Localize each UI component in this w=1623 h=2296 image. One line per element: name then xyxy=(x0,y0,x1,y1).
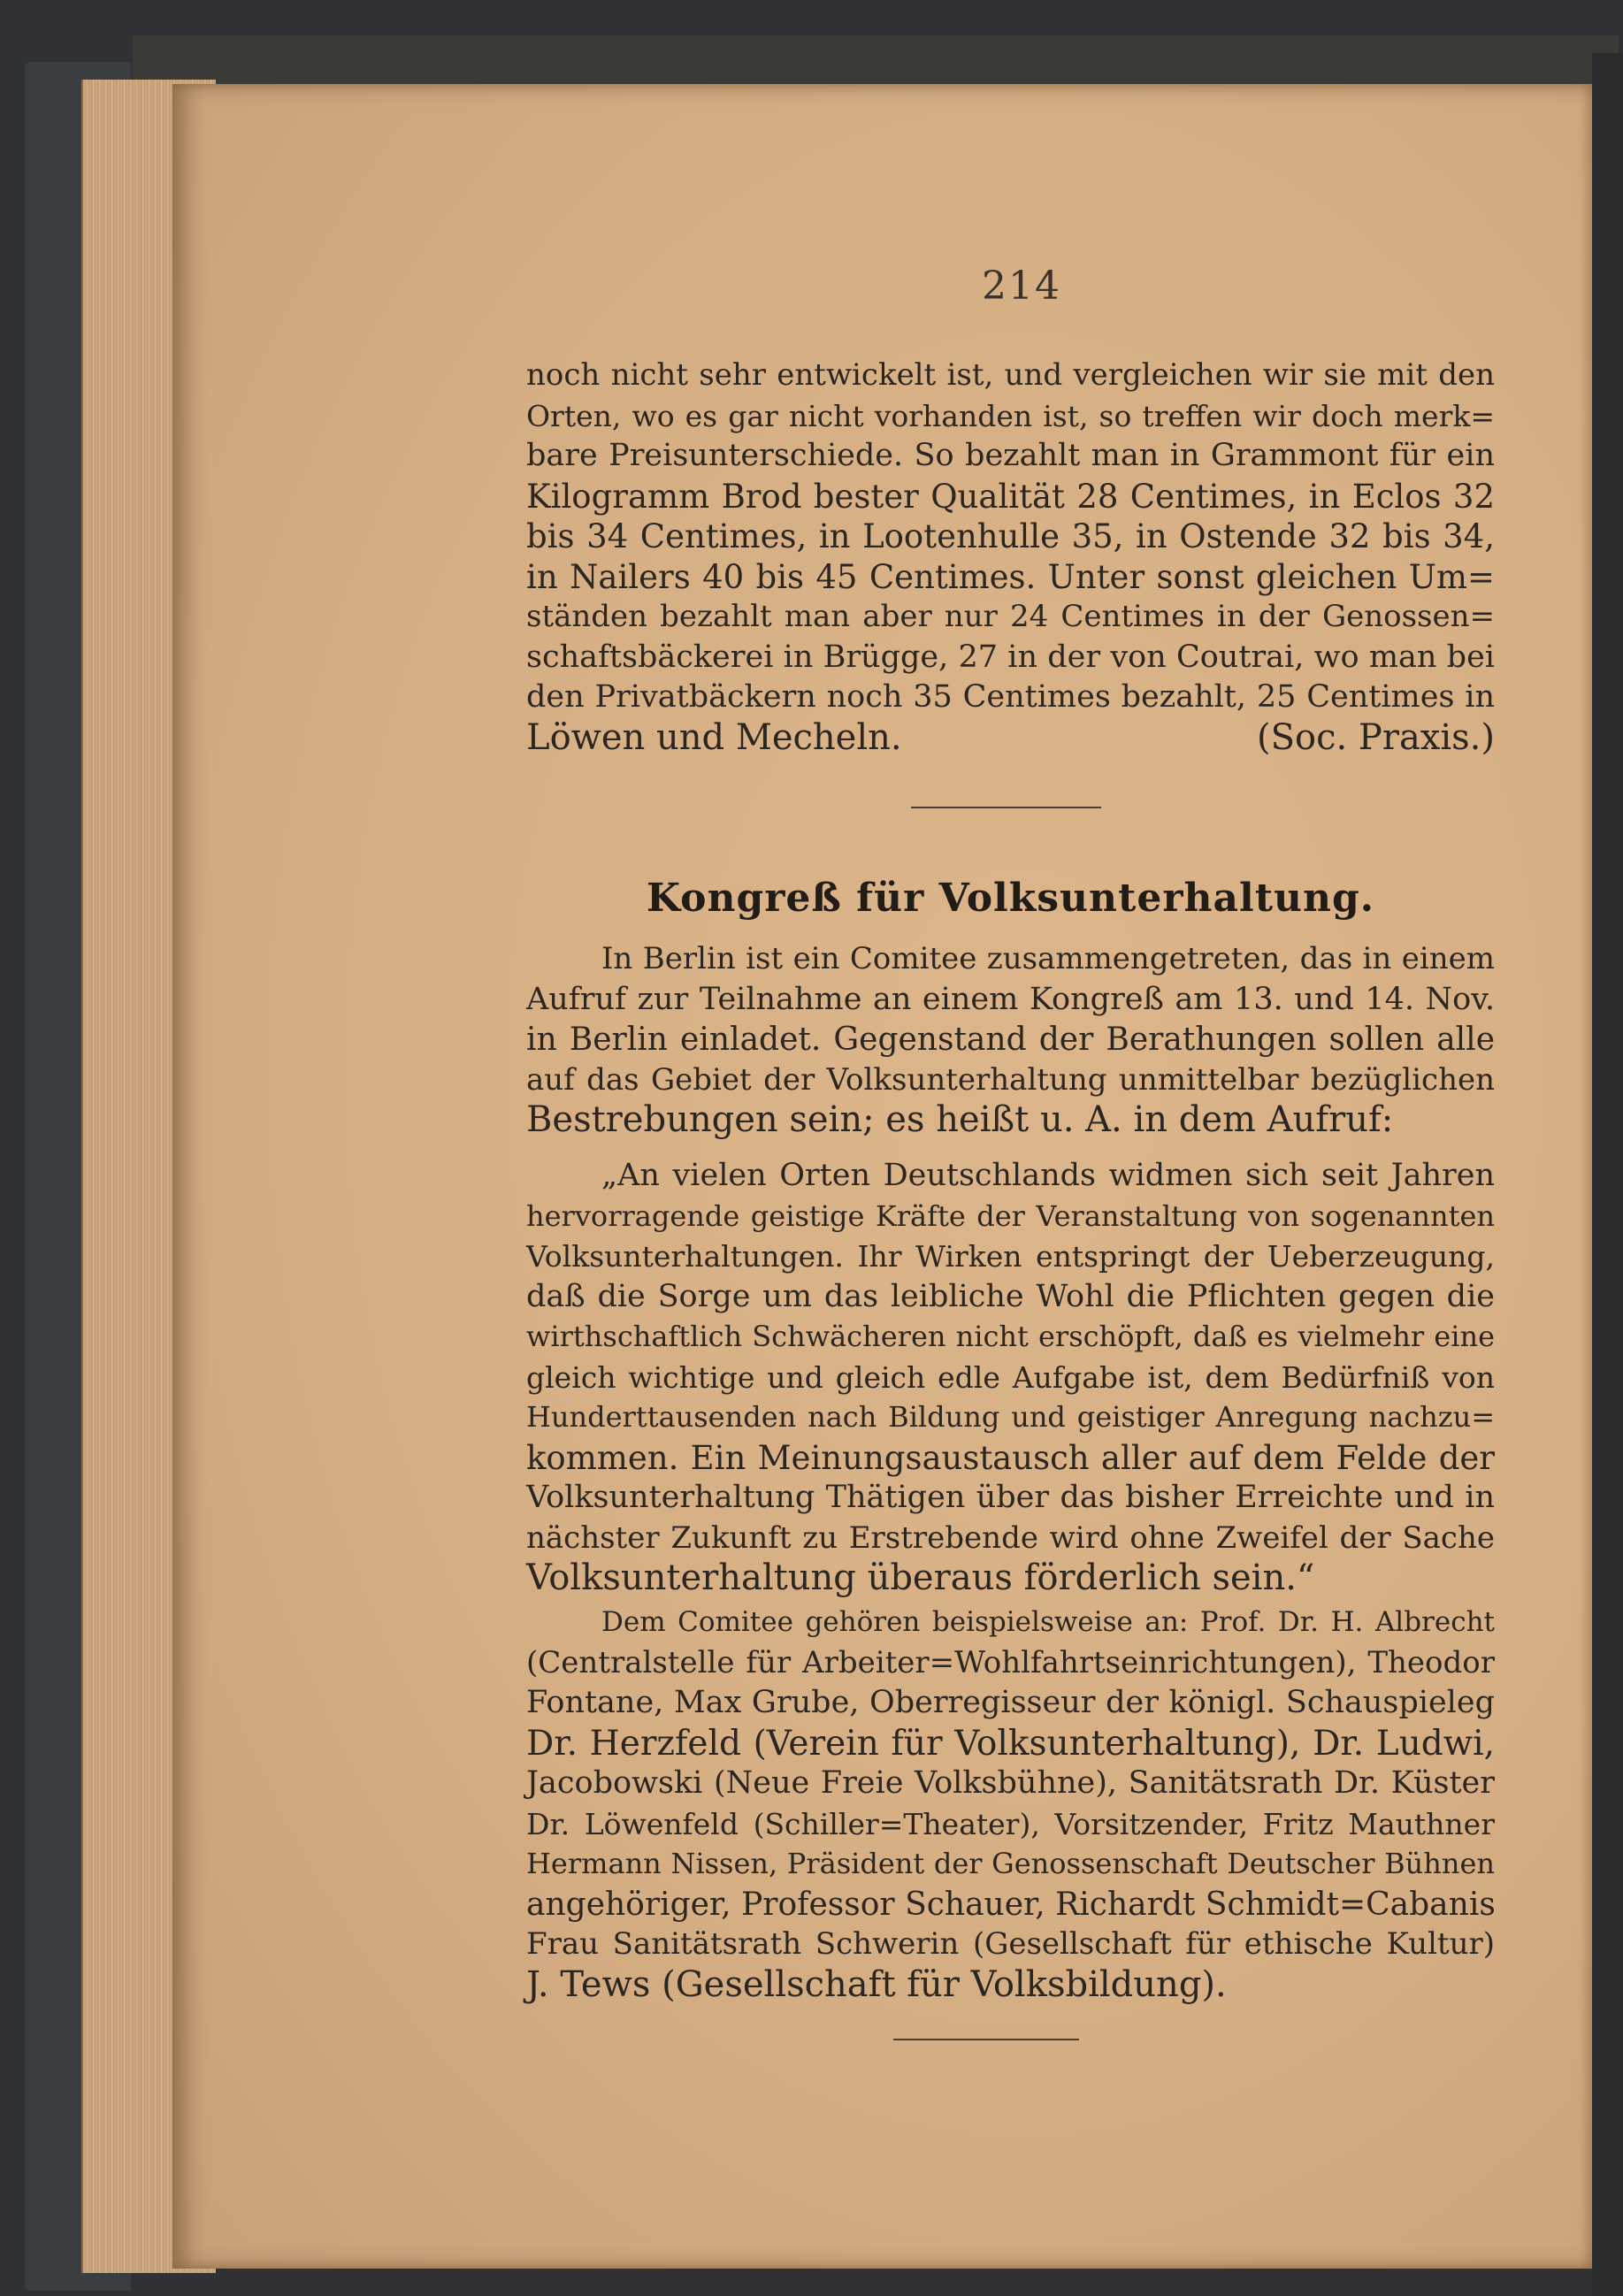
text-line: Jacobowski (Neue Freie Volksbühne), Sanitätsrath Dr. Küster xyxy=(526,1765,1495,1801)
text-line: nächster Zukunft zu Erstrebende wird ohne Zweifel der Sache xyxy=(526,1519,1495,1556)
text-line: bare Preisunterschiede. So bezahlt man in Grammont für ein xyxy=(526,438,1495,473)
text-line: in Berlin einladet. Gegenstand der Berathungen sollen alle xyxy=(526,1022,1495,1058)
text-line: Bestrebungen sein; es heißt u. A. in dem Aufruf: xyxy=(526,1099,1394,1140)
text-line: gleich wichtige und gleich edle Aufgabe ist, dem Bedürfniß von xyxy=(526,1359,1495,1395)
paragraph-members xyxy=(526,1603,1495,2005)
text-line: Dem Comitee gehören beispielsweise an: Prof. Dr. H. Albrecht xyxy=(601,1606,1495,1638)
text-line: Aufruf zur Teilnahme an einem Kongreß am 13. und 14. Nov. xyxy=(526,981,1495,1017)
page-number: 214 xyxy=(982,264,1061,309)
paragraph-continuation xyxy=(526,356,1495,758)
text-line: schaftsbäckerei in Brügge, 27 in der von Coutrai, wo man bei xyxy=(526,639,1495,675)
right-margin-strip xyxy=(1592,53,1623,2296)
text-line: ständen bezahlt man aber nur 24 Centimes in der Genossen= xyxy=(526,599,1495,634)
text-line: „An vielen Orten Deutschlands widmen sich seit Jahren xyxy=(601,1158,1495,1193)
section-heading: Kongreß für Volksunterhaltung. xyxy=(646,876,1375,921)
text-line: Dr. Löwenfeld (Schiller=Theater), Vorsitzender, Fritz Mauthner xyxy=(526,1806,1495,1841)
text-line: Volksunterhaltung überaus förderlich sein.“ xyxy=(526,1557,1315,1598)
text-line: hervorragende geistige Kräfte der Veranstaltung von sogenannten xyxy=(526,1198,1495,1233)
text-line: kommen. Ein Meinungsaustausch aller auf dem Felde der xyxy=(526,1438,1495,1477)
text-line: Dr. Herzfeld (Verein für Volksunterhaltung), Dr. Ludwi, xyxy=(526,1723,1495,1764)
text-line: noch nicht sehr entwickelt ist, und vergleichen wir sie mit den xyxy=(526,357,1495,393)
quoted-appeal xyxy=(526,1156,1495,1599)
text-line: Volksunterhaltungen. Ihr Wirken entspringt der Ueberzeugung, xyxy=(526,1239,1495,1274)
source-citation: (Soc. Praxis.) xyxy=(1256,716,1495,758)
text-line: Fontane, Max Grube, Oberregisseur der königl. Schauspieleg xyxy=(526,1685,1495,1720)
paragraph-intro xyxy=(526,939,1495,1141)
text-line: den Privatbäckern noch 35 Centimes bezahlt, 25 Centimes in xyxy=(526,679,1495,715)
text-line: in Nailers 40 bis 45 Centimes. Unter sonst gleichen Um= xyxy=(526,557,1495,596)
text-line: (Centralstelle für Arbeiter=Wohlfahrtseinrichtungen), Theodor xyxy=(526,1644,1495,1680)
text-line: Löwen und Mecheln. xyxy=(526,716,902,758)
text-line: wirthschaftlich Schwächeren nicht erschöpft, daß es vielmehr eine xyxy=(526,1320,1495,1353)
text-line: daß die Sorge um das leibliche Wohl die Pflichten gegen die xyxy=(526,1278,1495,1314)
text-line: Hermann Nissen, Präsident der Genossenschaft Deutscher Bühnen xyxy=(526,1847,1495,1880)
text-line: bis 34 Centimes, in Lootenhulle 35, in Ostende 32 bis 34, xyxy=(526,517,1495,555)
section-divider xyxy=(911,807,1101,808)
text-line: Orten, wo es gar nicht vorhanden ist, so treffen wir doch merk= xyxy=(526,398,1495,433)
text-line: J. Tews (Gesellschaft für Volksbildung). xyxy=(526,1963,1227,2005)
book-top-edge xyxy=(133,35,1619,88)
text-line: In Berlin ist ein Comitee zusammengetreten, das in einem xyxy=(601,941,1495,976)
text-line: Hunderttausenden nach Bildung und geistiger Anregung nachzu= xyxy=(526,1400,1495,1434)
text-line: Frau Sanitätsrath Schwerin (Gesellschaft für ethische Kultur) xyxy=(526,1926,1495,1962)
text-line: Kilogramm Brod bester Qualität 28 Centimes, in Eclos 32 xyxy=(526,477,1495,516)
end-divider xyxy=(893,2039,1079,2040)
text-line: Volksunterhaltung Thätigen über das bisher Erreichte und in xyxy=(526,1480,1495,1515)
text-line-with-source xyxy=(526,718,1495,759)
text-line: auf das Gebiet der Volksunterhaltung unmittelbar bezüglichen xyxy=(526,1061,1495,1098)
text-line: angehöriger, Professor Schauer, Richardt Schmidt=Cabanis xyxy=(526,1886,1496,1923)
